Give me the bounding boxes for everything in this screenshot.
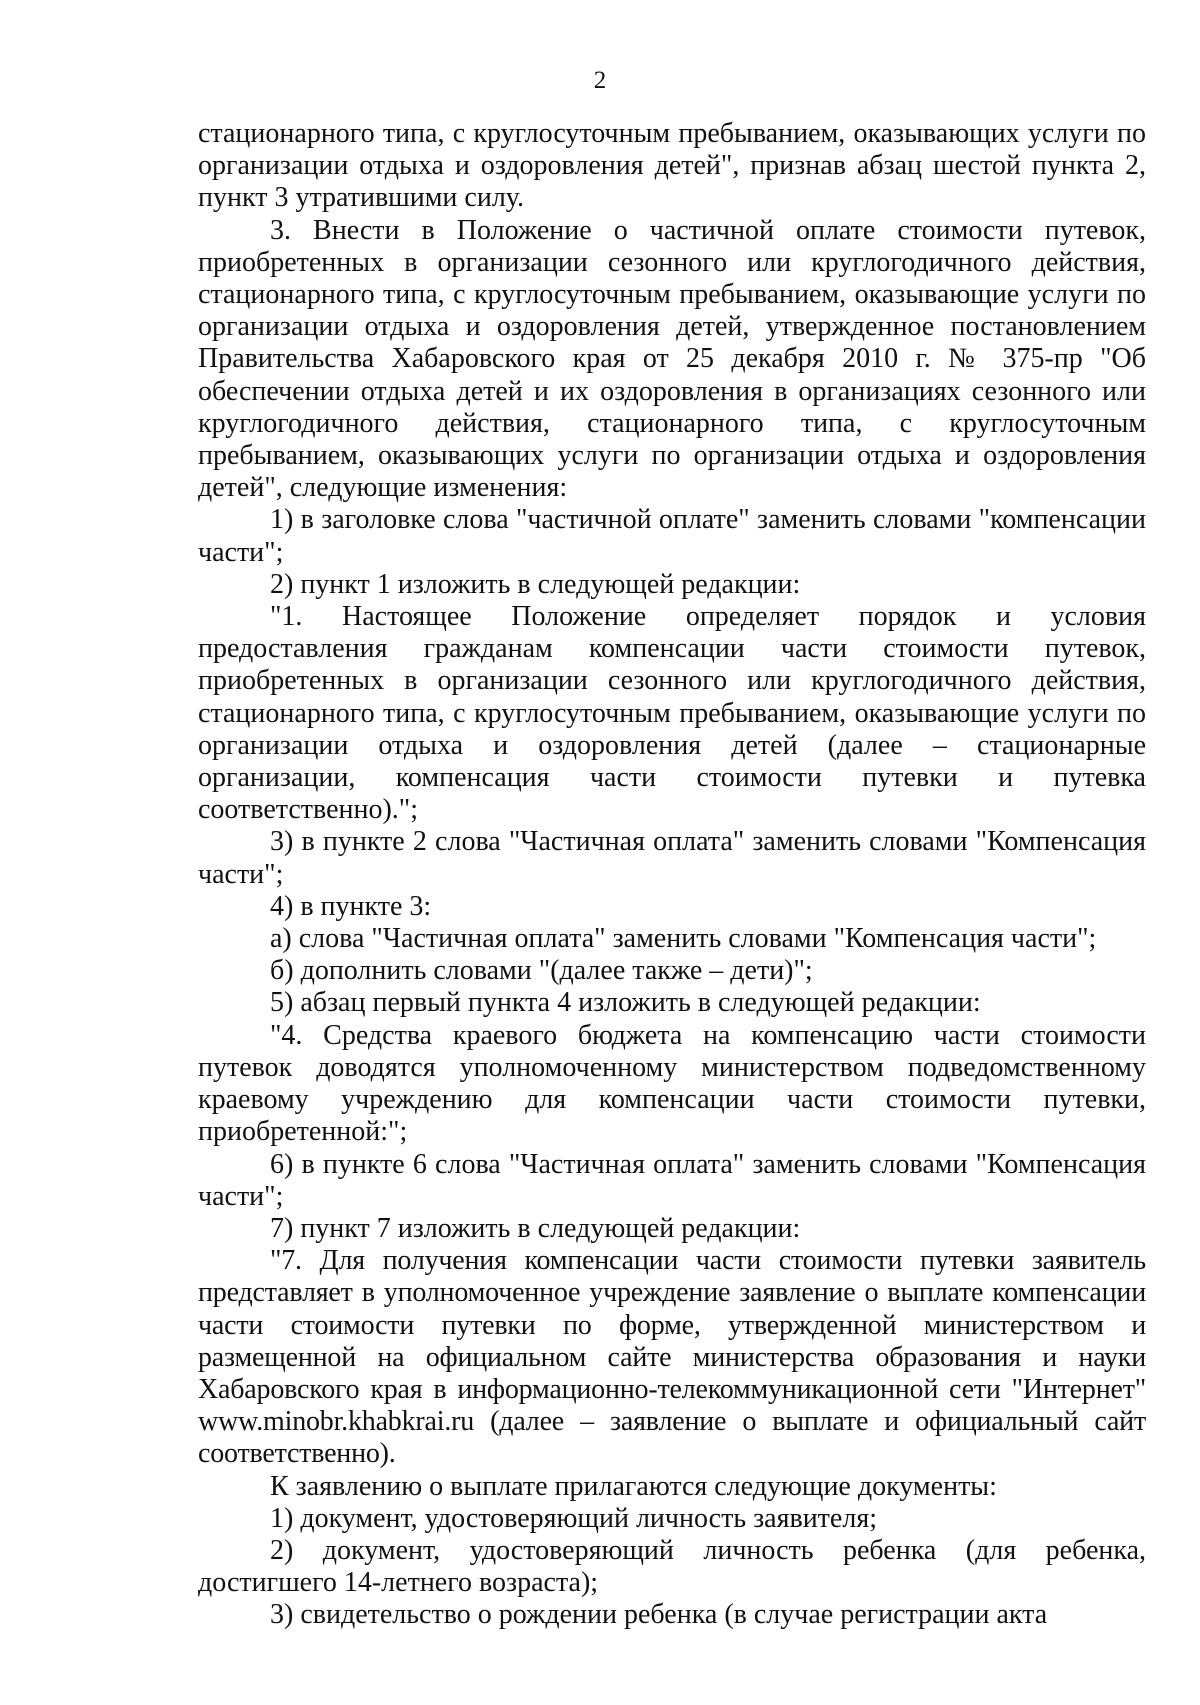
- paragraph-quoted-point-1: "1. Настоящее Положение определяет порядок и условия предоставления гражданам компенсации части стоимости путевок, приобретенных в организации сезонного или круглогодичного действия, стационарного типа, с круглосуточным пребыванием, оказывающие услуги по организации отдыха и оздоровления детей (далее – стационарные организации, компенсация части стоимости путевки и путевка соответственно).";: [198, 601, 1146, 826]
- paragraph-document-2: 2) документ, удостоверяющий личность ребенка (для ребенка, достигшего 14-летнего возраста);: [198, 1534, 1146, 1599]
- paragraph-subitem-5: 5) абзац первый пункта 4 изложить в следующей редакции:: [270, 987, 981, 1019]
- paragraph-subitem-6: 6) в пункте 6 слова "Частичная оплата" заменить словами "Компенсация части";: [198, 1148, 1146, 1212]
- paragraph-document-1: 1) документ, удостоверяющий личность заявителя;: [270, 1502, 877, 1534]
- paragraph-subitem-1: 1) в заголовке слова "частичной оплате" заменить словами "компенсации части";: [198, 504, 1146, 568]
- paragraph-continuation: стационарного типа, с круглосуточным пребыванием, оказывающих услуги по организации отдыха и оздоровления детей", признав абзац шестой пункта 2, пункт 3 утратившими силу.: [198, 118, 1146, 214]
- paragraph-document-3: 3) свидетельство о рождении ребенка (в случае регистрации акта: [270, 1599, 1048, 1631]
- paragraph-item-3: 3. Внести в Положение о частичной оплате стоимости путевок, приобретенных в организации сезонного или круглогодичного действия, стационарного типа, с круглосуточным пребыванием, оказывающие услуги по организации отдыха и оздоровления детей, утвержденное постановлением Правительства Хабаровского края от 25 декабря 2010 г. № 375-пр "Об обеспечении отдыха детей и их оздоровления в организациях сезонного или круглогодичного действия, стационарного типа, с круглосуточным пребыванием, оказывающих услуги по организации отдыха и оздоровления детей", следующие изменения:: [198, 214, 1146, 504]
- paragraph-subitem-4a: а) слова "Частичная оплата" заменить словами "Компенсация части";: [270, 923, 1097, 955]
- paragraph-subitem-2: 2) пункт 1 изложить в следующей редакции:: [270, 568, 801, 600]
- paragraph-subitem-4: 4) в пункте 3:: [270, 890, 432, 922]
- paragraph-subitem-4b: б) дополнить словами "(далее также – дети)";: [270, 955, 813, 987]
- paragraph-quoted-point-7: "7. Для получения компенсации части стоимости путевки заявитель представляет в уполномоченное учреждение заявление о выплате компенсации части стоимости путевки по форме, утвержденной министерством и размещенной на официальном сайте министерства образования и науки Хабаровского края в информационно-телекоммуникационной сети "Интернет" www.minobr.khabkrai.ru (далее – заявление о выплате и официальный сайт соответственно).: [198, 1245, 1146, 1470]
- paragraph-quoted-point-4: "4. Средства краевого бюджета на компенсацию части стоимости путевок доводятся уполномоченному министерством подведомственному краевому учреждению для компенсации части стоимости путевки, приобретенной:";: [198, 1019, 1146, 1148]
- page-number: 2: [593, 67, 607, 94]
- document-body: [198, 118, 1146, 1632]
- paragraph-subitem-7: 7) пункт 7 изложить в следующей редакции:: [270, 1212, 801, 1244]
- paragraph-subitem-3: 3) в пункте 2 слова "Частичная оплата" заменить словами "Компенсация части";: [198, 826, 1146, 890]
- paragraph-documents-intro: К заявлению о выплате прилагаются следующие документы:: [270, 1470, 997, 1502]
